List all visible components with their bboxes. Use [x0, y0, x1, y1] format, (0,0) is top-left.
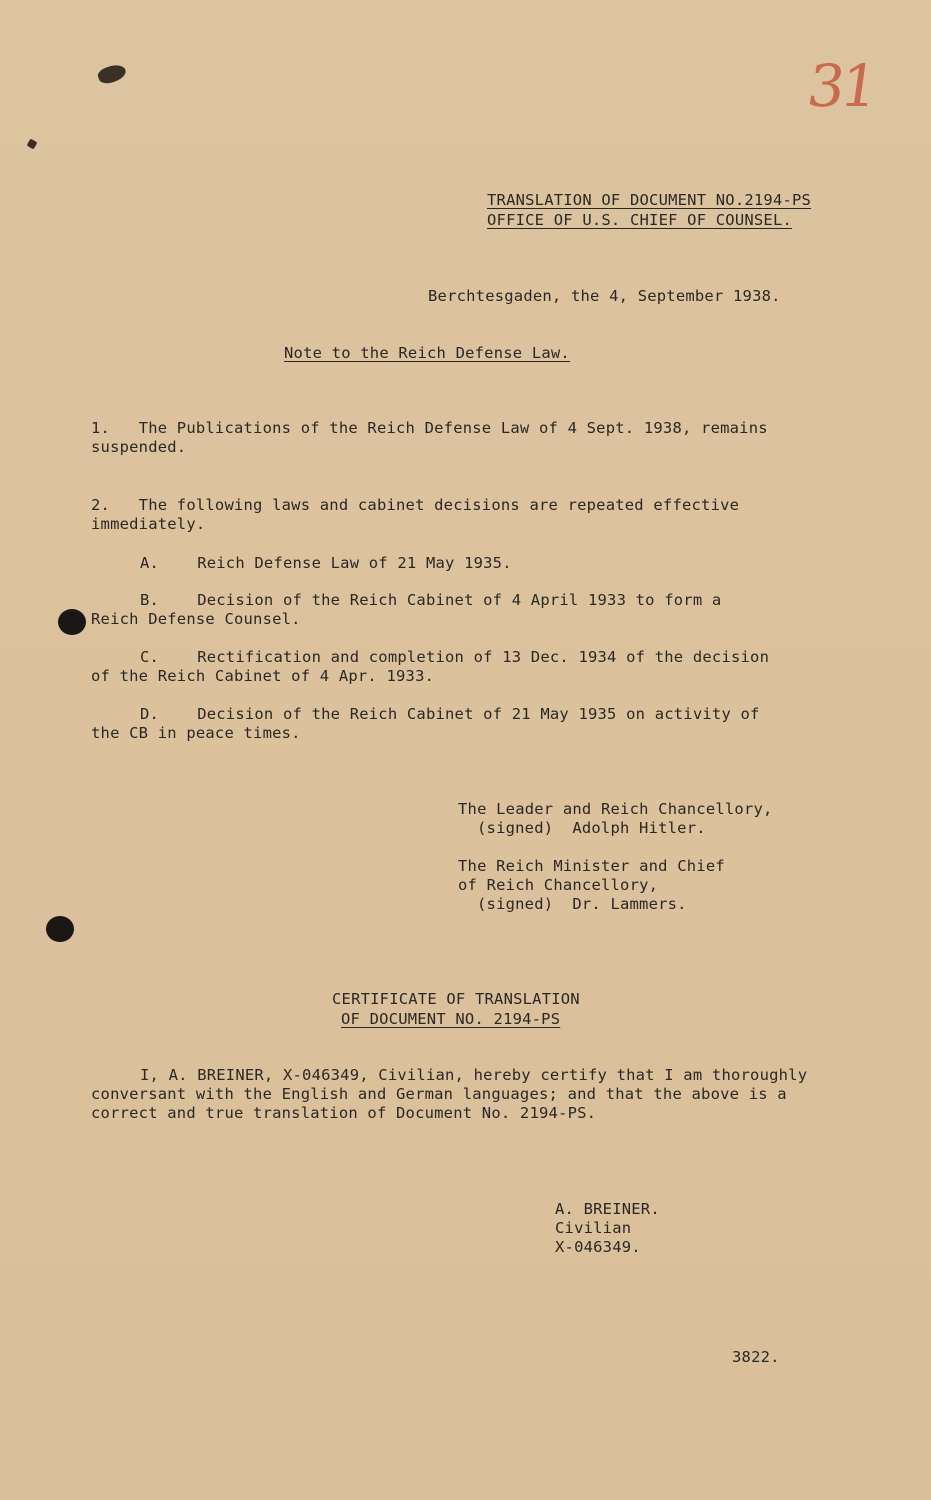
certificate-title-line-1: CERTIFICATE OF TRANSLATION: [332, 990, 580, 1008]
paragraph-1-line-2: suspended.: [91, 438, 187, 456]
ink-mark: [27, 139, 38, 150]
paragraph-2-line-2: immediately.: [91, 515, 206, 533]
ink-blot: [96, 62, 128, 87]
item-b-line-1: B. Decision of the Reich Cabinet of 4 April 1933 to form a: [140, 591, 722, 609]
signature-2-line-1: The Reich Minister and Chief: [458, 857, 725, 875]
translator-name: A. BREINER.: [555, 1200, 660, 1218]
punch-hole-top: [58, 609, 86, 635]
item-d-line-1: D. Decision of the Reich Cabinet of 21 May 1935 on activity of: [140, 705, 760, 723]
header-office-line: OFFICE OF U.S. CHIEF OF COUNSEL.: [487, 211, 793, 229]
page-number: 3822.: [732, 1348, 780, 1366]
handwritten-page-number: 31: [803, 52, 879, 120]
header-translation-line: TRANSLATION OF DOCUMENT NO.2194-PS: [487, 191, 812, 209]
signature-2-line-2: of Reich Chancellory,: [458, 876, 659, 894]
signature-1-line-1: The Leader and Reich Chancellory,: [458, 800, 773, 818]
item-c-line-1: C. Rectification and completion of 13 Dec. 1934 of the decision: [140, 648, 770, 666]
item-a: A. Reich Defense Law of 21 May 1935.: [140, 554, 512, 572]
punch-hole-bottom: [46, 916, 74, 942]
certificate-body-line-3: correct and true translation of Document No. 2194-PS.: [91, 1104, 597, 1122]
certificate-body-line-1: I, A. BREINER, X-046349, Civilian, hereby certify that I am thoroughly: [140, 1066, 808, 1084]
item-d-line-2: the CB in peace times.: [91, 724, 301, 742]
signature-1-line-2: (signed) Adolph Hitler.: [477, 819, 706, 837]
item-b-line-2: Reich Defense Counsel.: [91, 610, 301, 628]
paragraph-2-line-1: 2. The following laws and cabinet decisions are repeated effective: [91, 496, 740, 514]
signature-2-line-3: (signed) Dr. Lammers.: [477, 895, 687, 913]
certificate-title-line-2: OF DOCUMENT NO. 2194-PS: [341, 1010, 561, 1028]
note-title: Note to the Reich Defense Law.: [284, 344, 570, 362]
item-c-line-2: of the Reich Cabinet of 4 Apr. 1933.: [91, 667, 435, 685]
paragraph-1-line-1: 1. The Publications of the Reich Defense Law of 4 Sept. 1938, remains: [91, 419, 768, 437]
place-and-date: Berchtesgaden, the 4, September 1938.: [428, 287, 781, 305]
translator-id: X-046349.: [555, 1238, 641, 1256]
certificate-body-line-2: conversant with the English and German languages; and that the above is a: [91, 1085, 787, 1103]
translator-title: Civilian: [555, 1219, 632, 1237]
